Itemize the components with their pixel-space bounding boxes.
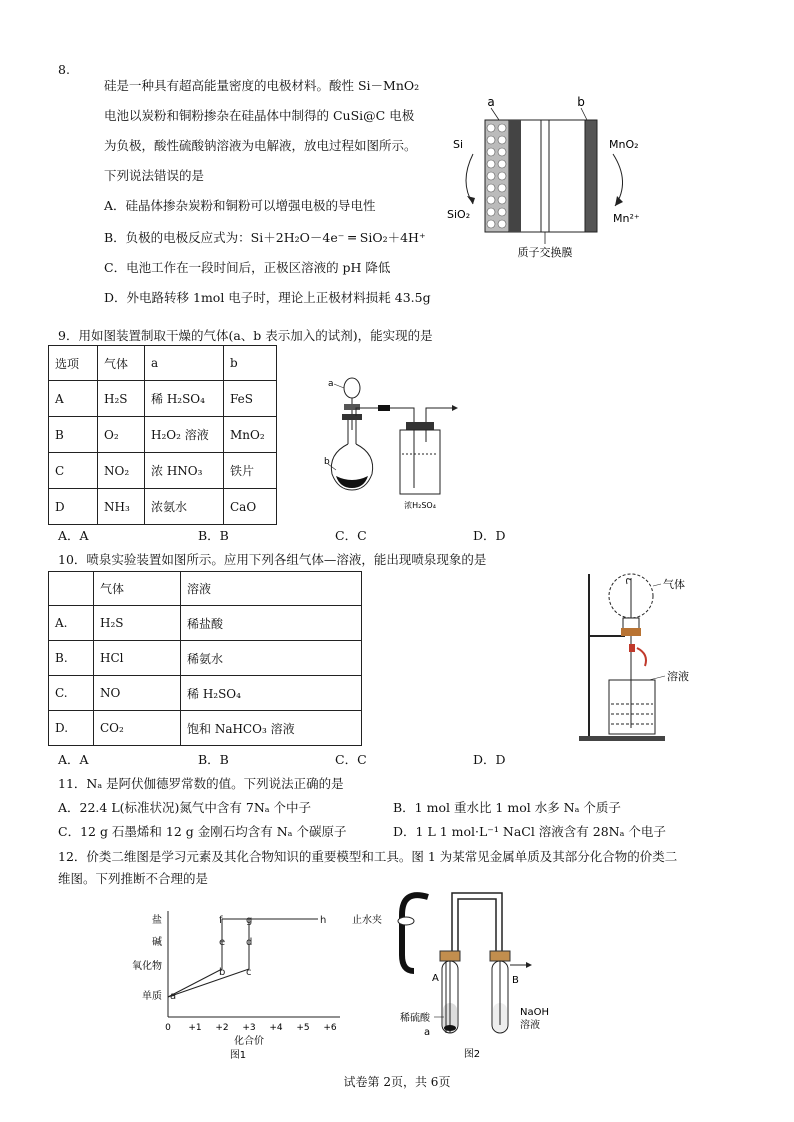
y-label-base: 碱 <box>152 937 162 948</box>
svg-text:Mn²⁺: Mn²⁺ <box>613 212 640 225</box>
dilute-acid-label: 稀硫酸 <box>400 1013 430 1024</box>
cell: 稀盐酸 <box>181 606 362 641</box>
cell: 稀 H₂SO₄ <box>145 381 224 417</box>
q10-table <box>48 571 362 746</box>
q9-table <box>48 345 277 525</box>
cell: C <box>49 453 98 489</box>
q10-fountain-figure <box>575 570 695 745</box>
table-row <box>49 606 362 641</box>
cell: A. <box>49 606 94 641</box>
q8-stem-line: 为负极，酸性硫酸钠溶液为电解液，放电过程如图所示。 <box>104 138 417 153</box>
membrane-label: 质子交换膜 <box>517 246 573 259</box>
cell: 饱和 NaHCO₃ 溶液 <box>181 711 362 746</box>
table-header <box>49 572 94 606</box>
x-tick: +6 <box>323 1023 337 1033</box>
cell: 稀氨水 <box>181 641 362 676</box>
tube-b-label: B <box>512 975 519 986</box>
x-tick: +5 <box>296 1023 310 1033</box>
x-tick: +2 <box>215 1023 229 1033</box>
q11-option-d: D．1 L 1 mol·L⁻¹ NaCl 溶液含有 28Nₐ 个电子 <box>393 824 666 839</box>
q8-stem-line: 下列说法错误的是 <box>104 168 205 183</box>
reagent-a-label: a <box>328 379 334 389</box>
q9-stem: 9．用如图装置制取干燥的气体(a、b 表示加入的试剂)，能实现的是 <box>58 328 433 343</box>
table-header: 溶液 <box>181 572 362 606</box>
fig1-caption: 图1 <box>229 1050 247 1061</box>
q12-valence-class-diagram <box>130 905 350 1065</box>
cell: NH₃ <box>98 489 145 525</box>
q8-stem-line: 电池以炭粉和铜粉掺杂在硅晶体中制得的 CuSi@C 电极 <box>104 108 415 123</box>
q8-stem-line: 硅是一种具有超高能量密度的电极材料。酸性 Si－MnO₂ <box>104 78 420 93</box>
q12-stem-line: 维图。下列推断不合理的是 <box>58 871 209 886</box>
mno2-electrode <box>585 120 597 232</box>
q9-answer-a: A．A <box>58 528 89 543</box>
electrode-a-label: a <box>487 95 495 109</box>
x-tick: +4 <box>269 1023 283 1033</box>
point-f: f <box>219 915 223 926</box>
q10-answer-a: A．A <box>58 752 89 767</box>
table-row <box>49 676 362 711</box>
point-c: c <box>246 967 252 978</box>
naoh-solution-label: 溶液 <box>520 1020 540 1031</box>
cell: C. <box>49 676 94 711</box>
point-a: a <box>170 991 177 1002</box>
table-header: a <box>145 346 224 381</box>
q9-answer-d: D．D <box>473 528 506 543</box>
table-header: b <box>224 346 277 381</box>
fig2-caption: 图2 <box>463 1049 481 1060</box>
cell: D <box>49 489 98 525</box>
q8-option-a: A．硅晶体掺杂炭粉和铜粉可以增强电极的导电性 <box>104 198 376 213</box>
q10-answer-b: B．B <box>198 752 229 767</box>
q12-stem-line: 12．价类二维图是学习元素及其化合物知识的重要模型和工具。图 1 为某常见金属单质及其部分化合物的价类二 <box>58 849 678 864</box>
q8-battery-figure <box>445 92 655 262</box>
q11-option-a: A．22.4 L(标准状况)氮气中含有 7Nₐ 个中子 <box>58 800 312 815</box>
table-header: 气体 <box>98 346 145 381</box>
point-g: g <box>246 915 253 926</box>
q8-number: 8. <box>58 62 70 77</box>
reagent-b-label: b <box>324 457 330 467</box>
reagent-a-label: a <box>424 1027 431 1038</box>
q11-stem: 11．Nₐ 是阿伏伽德罗常数的值。下列说法正确的是 <box>58 776 344 791</box>
x-tick: 0 <box>165 1023 171 1033</box>
q8-option-d: D．外电路转移 1mol 电子时，理论上正极材料损耗 43.5g <box>104 290 431 305</box>
q8-option-c: C．电池工作在一段时间后，正极区溶液的 pH 降低 <box>104 260 391 275</box>
y-label-oxide: 氧化物 <box>132 961 162 972</box>
x-axis-title: 化合价 <box>234 1036 264 1047</box>
cell: H₂S <box>94 606 181 641</box>
q9-answer-c: C．C <box>335 528 367 543</box>
y-label-element: 单质 <box>142 991 162 1002</box>
q10-stem: 10．喷泉实验装置如图所示。应用下列各组气体—溶液，能出现喷泉现象的是 <box>58 552 487 567</box>
conc-h2so4-caption: 浓H₂SO₄ <box>404 501 436 510</box>
y-label-salt: 盐 <box>152 915 162 926</box>
cell: A <box>49 381 98 417</box>
q11-option-b: B．1 mol 重水比 1 mol 水多 Nₐ 个质子 <box>393 800 621 815</box>
page-footer: 试卷第 2页，共 6页 <box>343 1075 451 1089</box>
table-header: 气体 <box>94 572 181 606</box>
table-row <box>49 417 277 453</box>
proton-membrane <box>541 120 549 232</box>
cell: CO₂ <box>94 711 181 746</box>
point-e: e <box>219 937 226 948</box>
q9-answer-b: B．B <box>198 528 229 543</box>
solution-label: 溶液 <box>667 670 689 683</box>
cell: H₂O₂ 溶液 <box>145 417 224 453</box>
cell: 铁片 <box>224 453 277 489</box>
point-b: b <box>219 967 226 978</box>
table-row <box>49 711 362 746</box>
cell: MnO₂ <box>224 417 277 453</box>
cell: 稀 H₂SO₄ <box>181 676 362 711</box>
table-row <box>49 489 277 525</box>
cell: HCl <box>94 641 181 676</box>
q10-answer-c: C．C <box>335 752 367 767</box>
table-row <box>49 453 277 489</box>
dropping-funnel <box>344 378 360 398</box>
svg-text:MnO₂: MnO₂ <box>609 138 639 151</box>
beaker <box>609 680 655 734</box>
cell: H₂S <box>98 381 145 417</box>
cell: NO <box>94 676 181 711</box>
x-tick: +3 <box>242 1023 256 1033</box>
table-row <box>49 381 277 417</box>
wash-bottle <box>400 430 440 494</box>
clip-label: 止水夹 <box>352 915 382 926</box>
q10-answer-d: D．D <box>473 752 506 767</box>
q8-option-b: B．负极的电极反应式为：Si＋2H₂O－4e⁻ ═ SiO₂＋4H⁺ <box>104 230 426 245</box>
q11-option-c: C．12 g 石墨烯和 12 g 金刚石均含有 Nₐ 个碳原子 <box>58 824 347 839</box>
gas-label: 气体 <box>663 578 685 591</box>
svg-text:Si: Si <box>453 138 464 151</box>
q12-apparatus-figure <box>352 885 562 1067</box>
x-tick: +1 <box>188 1023 202 1033</box>
cell: B <box>49 417 98 453</box>
q9-apparatus-figure <box>322 370 462 515</box>
cell: NO₂ <box>98 453 145 489</box>
cell: O₂ <box>98 417 145 453</box>
point-d: d <box>246 937 253 948</box>
naoh-label: NaOH <box>520 1007 549 1018</box>
cell: FeS <box>224 381 277 417</box>
point-h: h <box>320 915 327 926</box>
rubber-tube <box>402 895 428 971</box>
cell: B. <box>49 641 94 676</box>
tube-a-label: A <box>432 973 439 984</box>
svg-text:SiO₂: SiO₂ <box>447 208 471 221</box>
cell: 浓氨水 <box>145 489 224 525</box>
electrode-b-label: b <box>577 95 585 109</box>
table-row <box>49 641 362 676</box>
cell: CaO <box>224 489 277 525</box>
cell: 浓 HNO₃ <box>145 453 224 489</box>
table-header: 选项 <box>49 346 98 381</box>
cell: D. <box>49 711 94 746</box>
